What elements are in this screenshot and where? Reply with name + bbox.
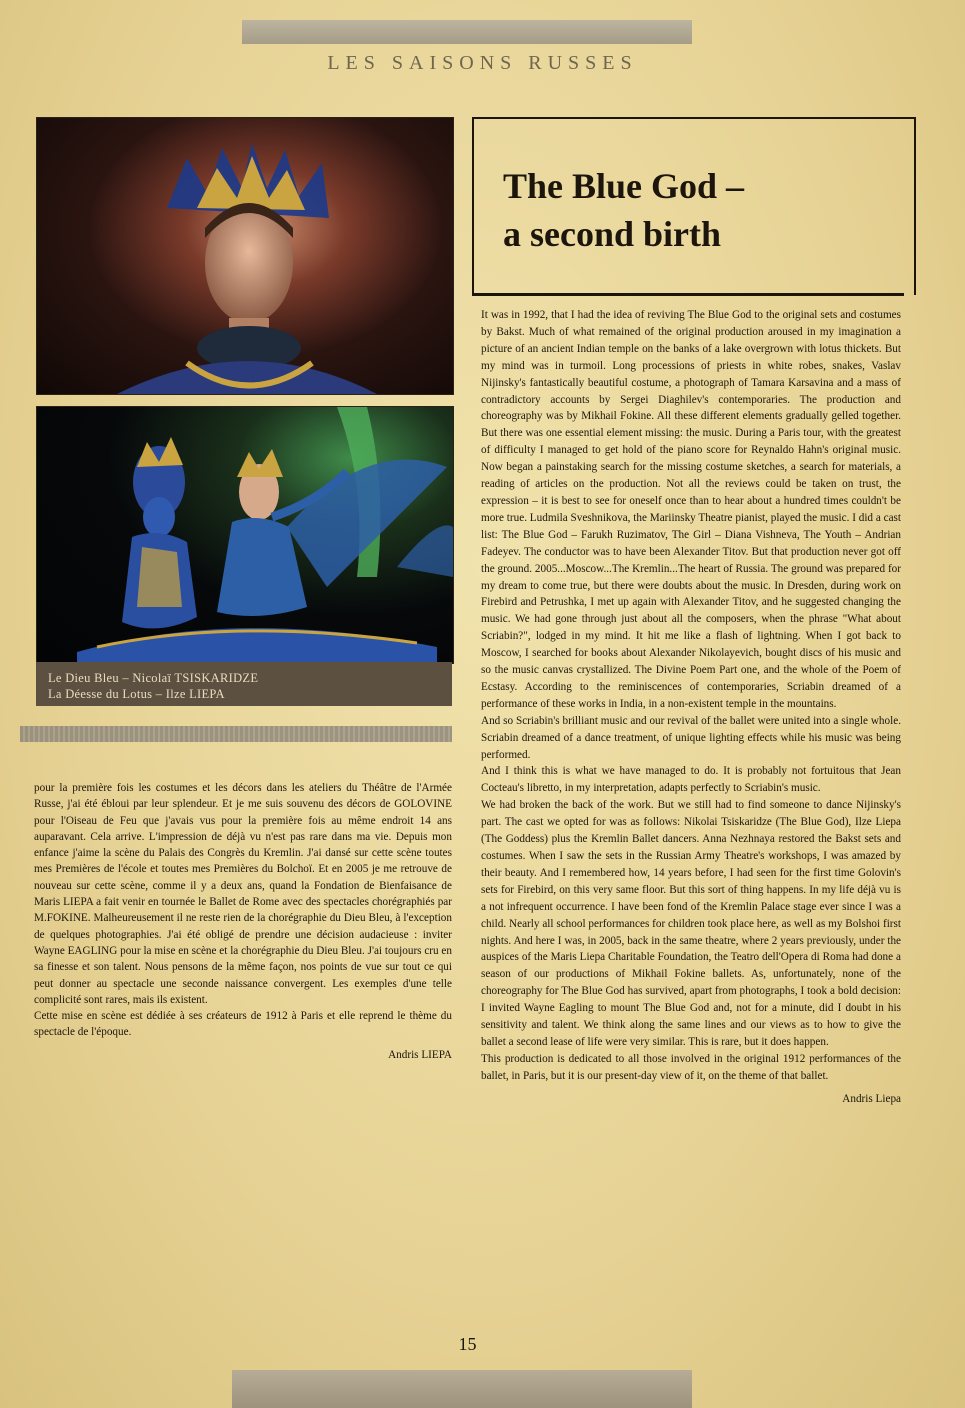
decorative-divider	[20, 726, 452, 742]
english-paragraph: And I think this is what we have managed to do. It is probably not fortuitous that Jean Cocteau's libretto, in my interpretation, adapts perfectly to Scriabin's music.	[481, 765, 901, 795]
dancer-portrait-illustration	[37, 118, 453, 394]
title-rule	[472, 293, 904, 296]
caption-line-2: La Déesse du Lotus – Ilze LIEPA	[48, 687, 225, 701]
french-signature: Andris LIEPA	[388, 1048, 452, 1061]
dancers-stage-photo	[36, 406, 454, 664]
french-paragraph: Cette mise en scène est dédiée à ses créateurs de 1912 à Paris et elle reprend le thème du spectacle de l'époque.	[34, 1010, 452, 1039]
english-signature: Andris Liepa	[842, 1092, 901, 1105]
french-paragraph: pour la première fois les costumes et les décors dans les ateliers du Théâtre de l'Armée Russe, j'ai été ébloui par leur splendeur. Et je me suis souvenu des décors de GOLOVINE pour l'Oiseau de Feu que j'avais vus pour la première fois au même endroit 14 ans auparavant. Cela arrive. L'impression de déjà vu n'est pas rare dans ma vie. Depuis mon enfance j'aime la scène du Palais des Congrès du Kremlin. J'ai dansé sur cette scène toutes mes Premières de l'école et toutes mes Premières du Bolchoï. Et en 2005 je me retrouve de nouveau sur cette scène, comme il y a deux ans, quand la Fondation de Bienfaisance de Maris LIEPA a fait venir en tournée le Ballet de Rome avec des spectacles chorégraphiés par M.FOKINE. Malheureusement il ne reste rien de la chorégraphie du Dieu Bleu, à l'exception de quelques photographies. J'ai été obligé de prendre une décision audacieuse : inviter Wayne EAGLING pour la mise en scène et la chorégraphie du Dieu Bleu. J'ai toujours cru en sa finesse et son talent. Nous pensons de la même façon, nos points de vue sur tout ce qui peut donner au spectacle une seconde naissance convergent. Les exemples d'une telle complicité sont rares, mais ils existent.	[34, 782, 452, 1006]
section-header: LES SAISONS RUSSES	[327, 52, 638, 74]
english-paragraph: And so Scriabin's brilliant music and our revival of the ballet were united into a single whole. Scriabin dreamed of a dance treatment, of unique lighting effects while his music was being performed.	[481, 714, 901, 761]
english-paragraph: This production is dedicated to all those involved in the original 1912 performances of the ballet, in Paris, but it is our present-day view of it, on the theme of that ballet.	[481, 1052, 901, 1082]
english-paragraph: We had broken the back of the work. But we still had to find someone to dance Nijinsky's part. The cast we opted for was as follows: Nikolai Tsiskaridze (The Blue God), Ilze Liepa (The Goddess) plus the Kremlin Ballet dancers. Anna Nezhnaya restored the Bakst sets and costumes. When I saw the sets in the Russian Army Theatre's workshops, I was amazed by their beauty. And I remembered how, 14 years before, I had seen for the first time Golovin's sets for Firebird, on this very same floor. But this sort of thing happens. In my life déjà vu is a not infrequent occurrence. I have been fond of the Kremlin Palace stage ever since I was a child. Nearly all school performances for children took place here, as well as my Bolshoi first nights. And here I was, in 2005, back in the same theatre, where 2 years previously, under the auspices of the Maris Liepa Charitable Foundation, the Teatro dell'Opera di Roma had done a season of our productions of Mikhail Fokine ballets. As, unfortunately, none of the choreography for The Blue God has survived, apart from photographs, I took a bold decision: I invited Wayne Eagling to mount The Blue God and, not for a minute, did I doubt in his sensitivity and talent. We think along the same lines and our views as to how to give the ballet a second lease of life were very similar. This is rare, but it does happen.	[481, 799, 901, 1048]
dancer-portrait-photo	[36, 117, 454, 395]
top-decorative-band	[242, 20, 692, 44]
article-title	[503, 162, 744, 258]
english-paragraph: It was in 1992, that I had the idea of reviving The Blue God to the original sets and costumes by Bakst. Much of what remained of the original production aroused in my imagination a picture of an ancient Indian temple on the banks of a lake overgrown with lotus thickets. But my mind was in turmoil. Long processions of priests in white robes, snakes, Vaslav Nijinsky's fantastically beautiful costume, a photograph of Tamara Karsavina and a mass of contradictory accounts by Sergei Diaghilev's contemporaries. The production and choreography was by Mikhail Fokine. All these different elements gradually gelled together. But there was one essential element missing: the music. During a Paris tour, with the greatest of difficulty I managed to get hold of the piano score for Reynaldo Hahn's original music. Now began a painstaking search for the missing costume sketches, a search for materials, a reading of articles on the production. Not all the reviews could be taken on trust, the expression – it is best to see for oneself once than to hear about a hundred times couldn't be more true. Ludmila Sveshnikova, the Mariinsky Theatre pianist, played the music. I did a cast list: The Blue God – Farukh Ruzimatov, The Girl – Diana Vishneva, The Youth – Andrian Fadeyev. The conductor was to have been Alexander Titov. But that production never got off the ground. 2005...Moscow...The Kremlin...The heart of Russia. The ground was prepared for my dream to come true, but there were doubts about the music. In Dresden, during work on Firebird and Petrushka, I met up again with Alexander Titov, and he suggested changing the music. We had gone through just about all the composers, when the phrase "What about Scriabin?", lodged in my mind. It hit me like a flash of lightning. When I got back to Moscow, I searched for books about Alexander Nikolayevich, bought discs of his music and so the music canvas crystallized. The Divine Poem Part one, and the whole of the Poem of Ecstasy. According to the reminiscences of contemporaries, Scriabin dreamed of a performance of these works in India, in a non-existent temple in the mountains.	[481, 309, 901, 710]
article-title-line-2: a second birth	[503, 214, 722, 254]
caption-line-1: Le Dieu Bleu – Nicolaï TSISKARIDZE	[48, 671, 259, 685]
article-title-line-1: The Blue God –	[503, 166, 745, 206]
page-number: 15	[458, 1334, 477, 1354]
english-article-text	[481, 307, 901, 1108]
dancers-stage-illustration	[37, 407, 453, 663]
french-article-text	[34, 780, 452, 1063]
bottom-decorative-band	[232, 1370, 692, 1408]
photo-caption	[36, 662, 452, 706]
